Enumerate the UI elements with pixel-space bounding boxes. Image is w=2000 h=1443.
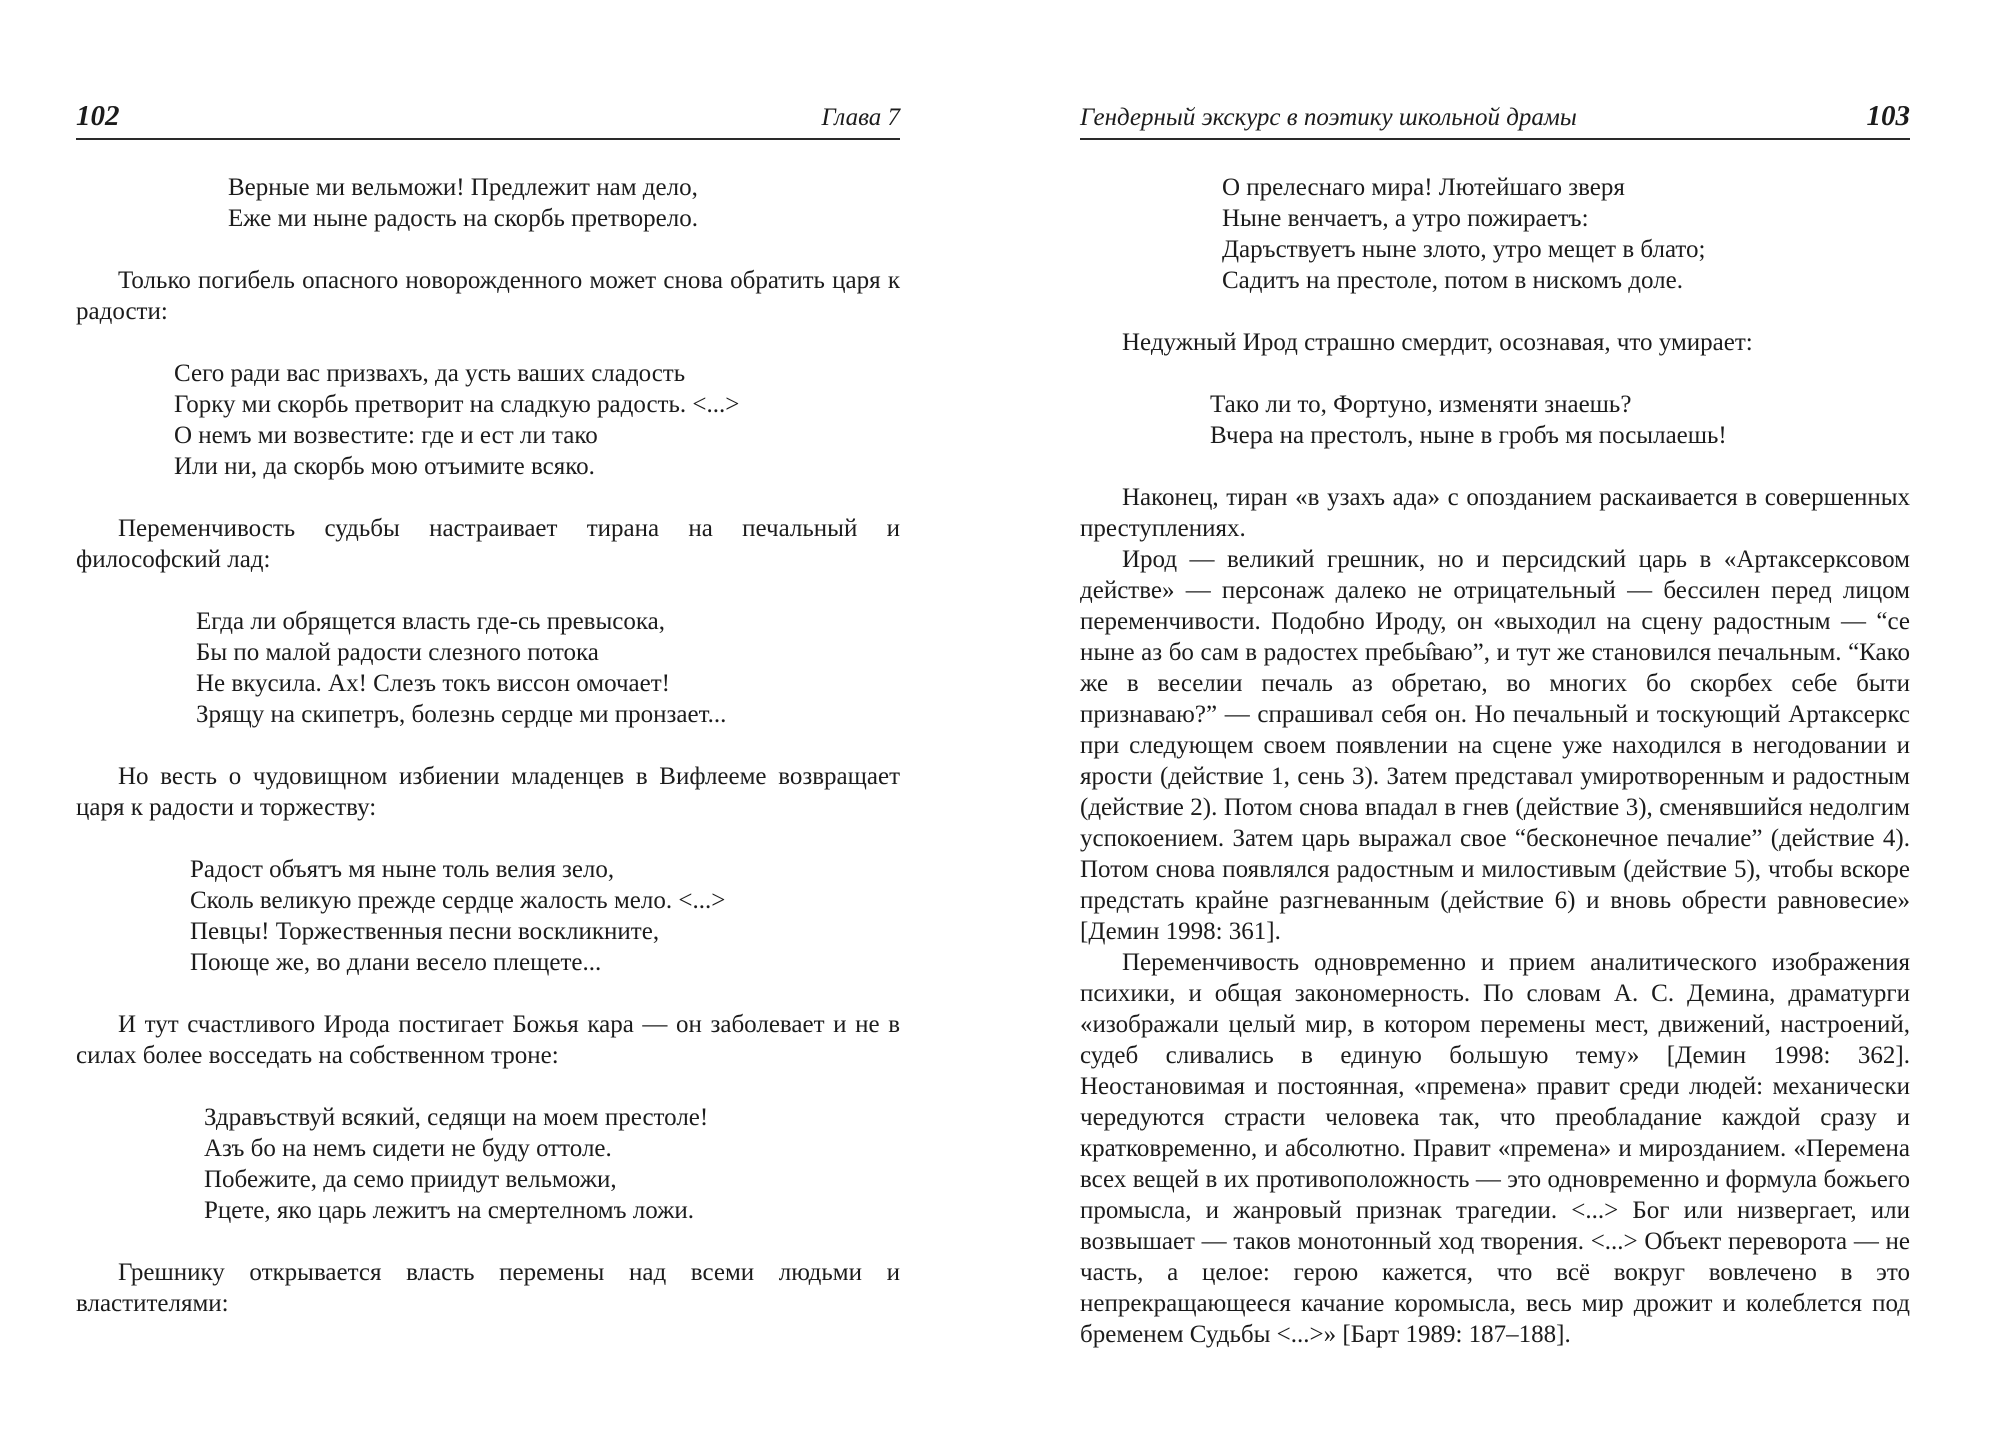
page-number: 102 <box>76 100 120 132</box>
paragraph: Недужный Ирод страшно смердит, осознавая, что умирает: <box>1122 329 1753 356</box>
verse-line: Рцете, яко царь лежитъ на смертелномъ ложи. <box>204 1197 695 1224</box>
verse-line: Вчера на престолъ, ныне в гробъ мя посылаешь! <box>1210 422 1727 449</box>
right-page <box>1000 0 2000 1443</box>
verse-line: Радост объятъ мя ныне толь велия зело, <box>190 856 615 883</box>
verse-line: Сего ради вас призвахъ, да усть ваших сладость <box>174 360 686 387</box>
paragraph: Наконец, тиран «в узахъ ада» с опозданием раскаивается в совершенных преступлениях. <box>1080 484 1910 542</box>
verse-block <box>76 172 900 234</box>
paragraph: Переменчивость одновременно и прием аналитического изображения психики, и общая закономерность. По словам А. С. Демина, драматурги «изображали целый мир, в котором перемены мест, движений, настроений, судеб сливались в единую большую тему» [Демин 1998: 362]. Неостановимая и постоянная, «премена» правит среди людей: механически чередуются страсти человека так, что преобладание каждой сразу и кратковременно, и абсолютно. Правит «премена» и мирозданием. «Перемена всех вещей в их противоположность — это одновременно и формула божьего промысла, и жанровый признак трагедии. <...> Бог или низвергает, или возвышает — таков монотонный ход творения. <...> Объект переворота — не часть, а целое: герою кажется, что всё вокруг вовлечено в это непрекращающееся качание коромысла, весь мир дрожит и колеблется под бременем Судьбы <...>» [Барт 1989: 187–188]. <box>1080 949 1910 1348</box>
verse-block <box>1080 172 1910 296</box>
verse-line: Верные ми вельможи! Предлежит нам дело, <box>228 174 698 201</box>
verse-line: Ныне венчаетъ, а утро пожираетъ: <box>1222 205 1589 232</box>
verse-line: Егда ли обрящется власть где-сь превысока, <box>196 608 665 635</box>
verse-line: Певцы! Торжественныя песни воскликните, <box>190 918 660 945</box>
verse-line: О прелеснаго мира! Лютейшаго зверя <box>1222 174 1625 201</box>
verse-line: Горку ми скорбь претворит на сладкую радость. <...> <box>174 391 740 418</box>
verse-line: Зрящу на скипетръ, болезнь сердце ми пронзает... <box>196 701 727 728</box>
paragraph: Грешнику открывается власть перемены над всеми людьми и властителями: <box>76 1259 900 1317</box>
section-title: Гендерный экскурс в поэтику школьной драмы <box>1080 104 1577 131</box>
page-body <box>76 172 900 1319</box>
verse-block <box>76 1102 900 1226</box>
page-body <box>1080 172 1910 1350</box>
verse-line: Садитъ на престоле, потом в нискомъ доле. <box>1222 267 1683 294</box>
verse-block <box>76 358 900 482</box>
verse-block <box>76 854 900 978</box>
paragraph: И тут счастливого Ирода постигает Божья кара — он заболевает и не в силах более восседать на собственном троне: <box>76 1011 900 1069</box>
verse-line: Еже ми ныне радость на скорбь претворело. <box>228 205 698 232</box>
verse-line: Сколь великую прежде сердце жалость мело. <...> <box>190 887 726 914</box>
verse-line: Поюще же, во длани весело плещете... <box>190 949 602 976</box>
paragraph: Но весть о чудовищном избиении младенцев в Вифлееме возвращает царя к радости и торжеству: <box>76 763 900 821</box>
paragraph: Ирод — великий грешник, но и персидский царь в «Артаксерксовом действе» — персонаж далеко не отрицательный — бессилен перед лицом переменчивости. Подобно Ироду, он «выходил на сцену радостным — “се ныне аз бо сам в радостех пребы̂ваю”, и тут же становился печальным. “Како же в веселии печаль аз обретаю, во многих бо скорбех себе быти признаваю?” — спрашивал себя он. Но печальный и тоскующий Артаксеркс при следующем своем появлении на сцене уже находился в негодовании и ярости (действие 1, сень 3). Затем представал умиротворенным и радостным (действие 2). Потом снова впадал в гнев (действие 3), сменявшийся недолгим успокоением. Затем царь выражал свое “бесконечное печалие” (действие 4). Потом снова появлялся радостным и милостивым (действие 5), чтобы вскоре предстать крайне разгневанным (действие 6) и вновь обрести равновесие» [Демин 1998: 361]. <box>1080 546 1910 945</box>
verse-line: Побежите, да семо приидут вельможи, <box>204 1166 617 1193</box>
verse-line: Не вкусила. Ах! Слезъ токъ виссон омочает! <box>196 670 670 697</box>
page-number: 103 <box>1866 100 1910 132</box>
verse-block <box>76 606 900 730</box>
verse-line: Или ни, да скорбь мою отъимите всяко. <box>174 453 595 480</box>
running-head <box>1080 96 1910 140</box>
verse-line: О немъ ми возвестите: где и ест ли тако <box>174 422 598 449</box>
verse-line: Даръствуетъ ныне злото, утро мещет в блато; <box>1222 236 1706 263</box>
verse-line: Тако ли то, Фортуно, изменяти знаешь? <box>1210 391 1632 418</box>
paragraph: Переменчивость судьбы настраивает тирана на печальный и философский лад: <box>76 515 900 573</box>
verse-line: Азъ бо на немъ сидети не буду оттоле. <box>204 1135 612 1162</box>
verse-line: Здравъствуй всякий, седящи на моем престоле! <box>204 1104 709 1131</box>
running-head <box>76 96 900 140</box>
chapter-title: Глава 7 <box>821 104 900 131</box>
paragraph: Только погибель опасного новорожденного может снова обратить царя к радости: <box>76 267 900 325</box>
verse-block <box>1080 389 1910 451</box>
verse-line: Бы по малой радости слезного потока <box>196 639 599 666</box>
